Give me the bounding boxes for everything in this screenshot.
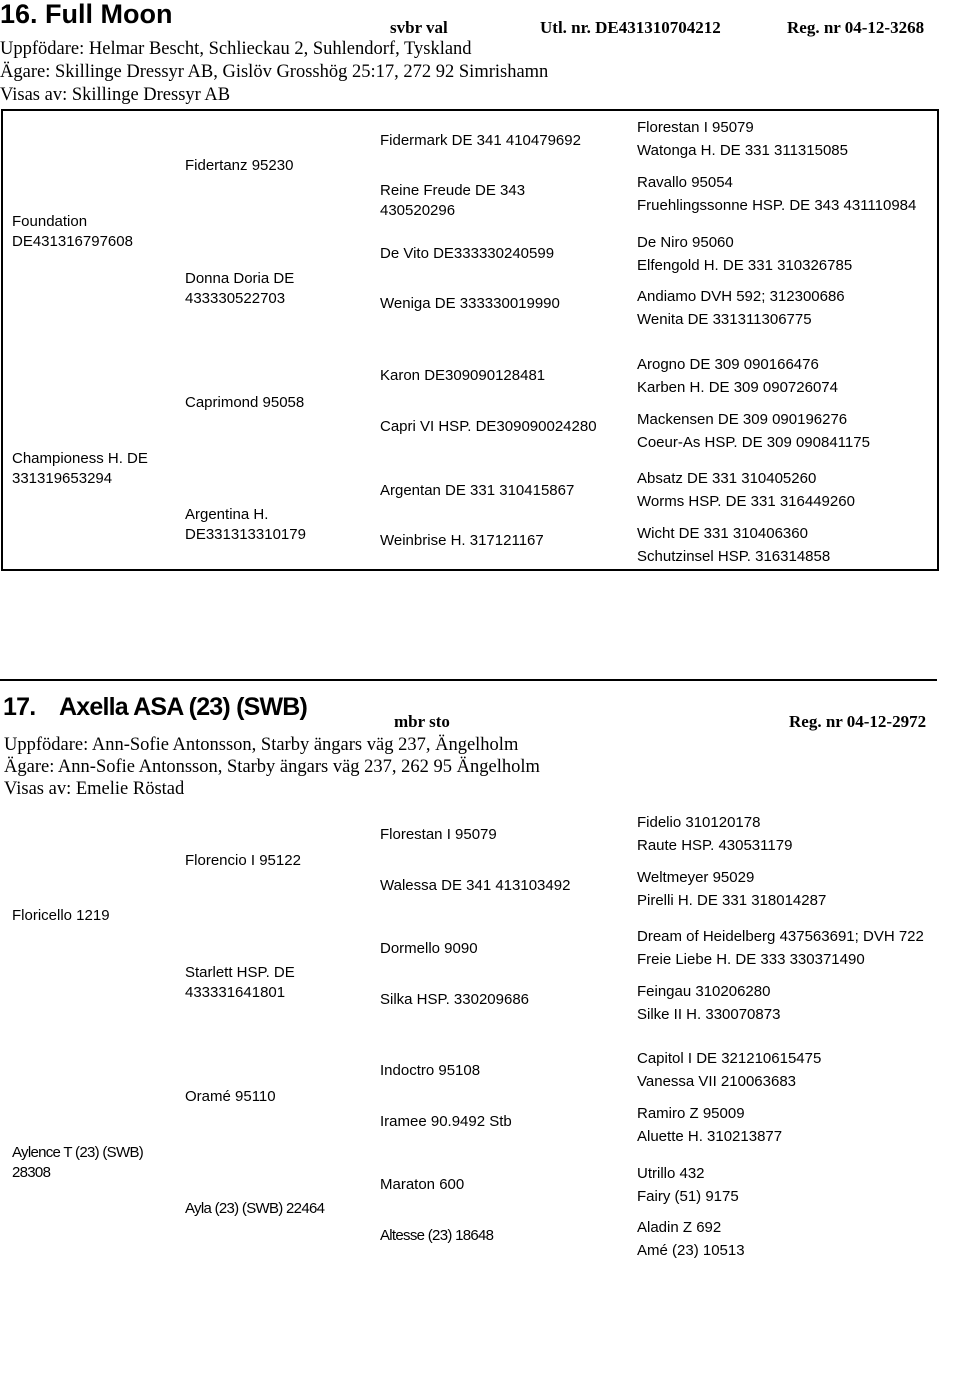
pedigree-gen2-sd: Starlett HSP. DE 433331641801 [185,964,295,1001]
pedigree-gen3-4: Weniga DE 333330019990 [380,295,560,312]
pedigree-gen4-1: Fidelio 310120178 Raute HSP. 430531179 [637,814,793,854]
pedigree-gen3-6: Capri VI HSP. DE309090024280 [380,418,597,435]
pedigree-gen3-7: Argentan DE 331 310415867 [380,482,575,499]
pedigree-dam: Aylence T (23) (SWB) 28308 [12,1144,144,1181]
pedigree-gen3-8: Weinbrise H. 317121167 [380,532,544,549]
pedigree-gen3-3: De Vito DE333330240599 [380,245,555,262]
pedigree-gen3-2: Walessa DE 341 413103492 [380,877,571,894]
pedigree-sire: Foundation DE431316797608 [12,213,133,250]
pedigree-gen4-6: Mackensen DE 309 090196276 Coeur-As HSP. DE 309 090841175 [637,411,870,451]
entry-17-shown-by: Visas av: Emelie Röstad [4,779,185,799]
entry-16-utl-nr: Utl. nr. DE431310704212 [540,18,721,37]
pedigree-gen4-8: Aladin Z 692 Amé (23) 10513 [637,1219,745,1259]
pedigree-gen2-dd: Argentina H. DE331313310179 [185,506,306,543]
pedigree-gen4-3: De Niro 95060 Elfengold H. DE 331 310326785 [637,234,853,274]
pedigree-gen3-2: Reine Freude DE 343 430520296 [380,182,526,219]
entry-16-title: 16. Full Moon [0,0,173,29]
entry-17-top-rule [0,679,937,681]
pedigree-gen4-6: Ramiro Z 95009 Aluette H. 310213877 [637,1105,783,1145]
pedigree-gen3-3: Dormello 9090 [380,940,478,957]
pedigree-gen4-1: Florestan I 95079 Watonga H. DE 331 311315085 [637,119,848,159]
entry-17-reg-nr: Reg. nr 04-12-2972 [789,712,927,731]
pedigree-gen2-sd: Donna Doria DE 433330522703 [185,270,295,307]
pedigree-gen4-5: Arogno DE 309 090166476 Karben H. DE 309 090726074 [637,356,838,396]
entry-16-owner: Ägare: Skillinge Dressyr AB, Gislöv Grosshög 25:17, 272 92 Simrishamn [0,62,549,82]
pedigree-gen3-7: Maraton 600 [380,1176,465,1193]
pedigree-sire: Floricello 1219 [12,907,110,924]
entry-16-reg-nr: Reg. nr 04-12-3268 [787,18,925,37]
pedigree-gen3-1: Florestan I 95079 [380,826,497,843]
pedigree-gen4-4: Andiamo DVH 592; 312300686 Wenita DE 331311306775 [637,288,845,328]
entry-17-sex-color: mbr sto [394,712,450,731]
pedigree-dam: Championess H. DE 331319653294 [12,450,148,487]
entry-17-owner: Ägare: Ann-Sofie Antonsson, Starby ängars väg 237, 262 95 Ängelholm [4,757,540,777]
pedigree-gen4-7: Utrillo 432 Fairy (51) 9175 [637,1165,739,1205]
pedigree-gen2-ds: Oramé 95110 [185,1088,276,1105]
pedigree-gen4-2: Weltmeyer 95029 Pirelli H. DE 331 318014287 [637,869,827,909]
pedigree-gen2-ss: Florencio I 95122 [185,852,301,869]
pedigree-gen4-5: Capitol I DE 321210615475 Vanessa VII 210063683 [637,1050,822,1090]
pedigree-gen2-ss: Fidertanz 95230 [185,157,294,174]
pedigree-gen4-3: Dream of Heidelberg 437563691; DVH 722 Freie Liebe H. DE 333 330371490 [637,928,924,968]
pedigree-gen3-5: Karon DE309090128481 [380,367,546,384]
entry-17-number: 17. [3,693,36,721]
pedigree-gen3-4: Silka HSP. 330209686 [380,991,530,1008]
pedigree-gen2-ds: Caprimond 95058 [185,394,305,411]
pedigree-gen3-8: Altesse (23) 18648 [380,1227,494,1244]
pedigree-gen3-6: Iramee 90.9492 Stb [380,1113,512,1130]
entry-16-sex-color: svbr val [390,18,448,37]
pedigree-gen3-1: Fidermark DE 341 410479692 [380,132,581,149]
pedigree-gen4-2: Ravallo 95054 Fruehlingssonne HSP. DE 343 431110984 [637,174,917,214]
entry-17-breeder: Uppfödare: Ann-Sofie Antonsson, Starby ängars väg 237, Ängelholm [4,735,519,755]
pedigree-gen4-4: Feingau 310206280 Silke II H. 330070873 [637,983,781,1023]
entry-17-name: Axella ASA (23) (SWB) [59,693,308,721]
entry-16-shown-by: Visas av: Skillinge Dressyr AB [0,85,231,105]
pedigree-gen4-7: Absatz DE 331 310405260 Worms HSP. DE 331 316449260 [637,470,855,510]
pedigree-gen2-dd: Ayla (23) (SWB) 22464 [185,1200,325,1217]
pedigree-gen4-8: Wicht DE 331 310406360 Schutzinsel HSP. 316314858 [637,525,831,565]
pedigree-gen3-5: Indoctro 95108 [380,1062,481,1079]
entry-16-breeder: Uppfödare: Helmar Bescht, Schlieckau 2, Suhlendorf, Tyskland [0,39,472,59]
